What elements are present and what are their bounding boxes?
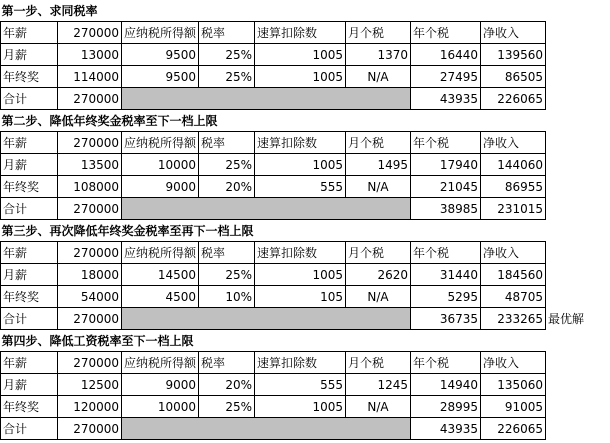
- base-amount-cell[interactable]: 13000: [58, 44, 122, 66]
- total-label[interactable]: 合计: [1, 418, 58, 440]
- taxable-income-cell[interactable]: 4500: [122, 286, 199, 308]
- column-header[interactable]: 净收入: [481, 242, 546, 264]
- net-income-cell[interactable]: 86505: [481, 66, 546, 88]
- column-header[interactable]: 年个税: [411, 132, 481, 154]
- row-label[interactable]: 年终奖: [1, 286, 58, 308]
- annual-tax-cell[interactable]: 14940: [411, 374, 481, 396]
- empty-cell[interactable]: [546, 374, 610, 396]
- empty-cell[interactable]: [546, 176, 610, 198]
- annual-tax-total-cell[interactable]: 38985: [411, 198, 481, 220]
- column-header[interactable]: 速算扣除数: [255, 352, 346, 374]
- monthly-tax-cell[interactable]: 2620: [346, 264, 411, 286]
- merged-gray-cell[interactable]: [122, 88, 411, 110]
- row-label[interactable]: 月薪: [1, 374, 58, 396]
- empty-cell[interactable]: [546, 154, 610, 176]
- annual-salary-label[interactable]: 年薪: [1, 22, 58, 44]
- total-row: [1, 308, 610, 330]
- note-cell[interactable]: 最优解: [548, 312, 585, 326]
- total-value-cell[interactable]: 270000: [58, 308, 122, 330]
- header-row: [1, 242, 610, 264]
- row-label[interactable]: 年终奖: [1, 176, 58, 198]
- total-row: [1, 418, 610, 440]
- column-header[interactable]: 税率: [199, 242, 255, 264]
- annual-tax-cell[interactable]: 28995: [411, 396, 481, 418]
- empty-cell[interactable]: [546, 66, 610, 88]
- annual-salary-label[interactable]: 年薪: [1, 352, 58, 374]
- table-row: [1, 264, 610, 286]
- row-label[interactable]: 月薪: [1, 154, 58, 176]
- base-amount-cell[interactable]: 114000: [58, 66, 122, 88]
- empty-cell[interactable]: [546, 264, 610, 286]
- empty-cell[interactable]: [546, 286, 610, 308]
- tax-rate-cell[interactable]: 25%: [199, 66, 255, 88]
- taxable-income-cell[interactable]: 9000: [122, 176, 199, 198]
- column-header[interactable]: 年个税: [411, 242, 481, 264]
- net-income-cell[interactable]: 135060: [481, 374, 546, 396]
- column-header[interactable]: 税率: [199, 22, 255, 44]
- row-label[interactable]: 月薪: [1, 44, 58, 66]
- taxable-income-cell[interactable]: 10000: [122, 396, 199, 418]
- tax-rate-cell[interactable]: 25%: [199, 154, 255, 176]
- total-row: [1, 88, 610, 110]
- tax-rate-cell[interactable]: 25%: [199, 264, 255, 286]
- net-income-cell[interactable]: 184560: [481, 264, 546, 286]
- base-amount-cell[interactable]: 120000: [58, 396, 122, 418]
- note-cell[interactable]: [546, 198, 610, 220]
- annual-tax-cell[interactable]: 5295: [411, 286, 481, 308]
- annual-salary-label[interactable]: 年薪: [1, 132, 58, 154]
- column-header[interactable]: 净收入: [481, 132, 546, 154]
- net-income-cell[interactable]: 139560: [481, 44, 546, 66]
- step-title-row: [1, 330, 610, 352]
- monthly-tax-cell[interactable]: N/A: [346, 66, 411, 88]
- table-row: [1, 396, 610, 418]
- tax-rate-cell[interactable]: 25%: [199, 44, 255, 66]
- column-header[interactable]: 速算扣除数: [255, 132, 346, 154]
- quick-deduction-cell[interactable]: 1005: [255, 264, 346, 286]
- tax-rate-cell[interactable]: 20%: [199, 176, 255, 198]
- column-header[interactable]: 速算扣除数: [255, 22, 346, 44]
- annual-salary-label[interactable]: 年薪: [1, 242, 58, 264]
- taxable-income-cell[interactable]: 9500: [122, 44, 199, 66]
- step-title[interactable]: 第四步、降低工资税率至下一档上限: [1, 334, 194, 348]
- total-label[interactable]: 合计: [1, 308, 58, 330]
- merged-gray-cell[interactable]: [122, 308, 411, 330]
- total-row: [1, 198, 610, 220]
- base-amount-cell[interactable]: 108000: [58, 176, 122, 198]
- column-header[interactable]: 月个税: [346, 352, 411, 374]
- table-row: [1, 176, 610, 198]
- net-income-total-cell[interactable]: 226065: [481, 88, 546, 110]
- net-income-cell[interactable]: 144060: [481, 154, 546, 176]
- monthly-tax-cell[interactable]: 1495: [346, 154, 411, 176]
- header-row: [1, 132, 610, 154]
- net-income-total-cell[interactable]: 226065: [481, 418, 546, 440]
- net-income-cell[interactable]: 86955: [481, 176, 546, 198]
- quick-deduction-cell[interactable]: 1005: [255, 154, 346, 176]
- tax-rate-cell[interactable]: 20%: [199, 374, 255, 396]
- quick-deduction-cell[interactable]: 1005: [255, 66, 346, 88]
- header-row: [1, 352, 610, 374]
- quick-deduction-cell[interactable]: 105: [255, 286, 346, 308]
- annual-tax-total-cell[interactable]: 43935: [411, 88, 481, 110]
- column-header[interactable]: 净收入: [481, 22, 546, 44]
- step-title-row: [1, 0, 610, 22]
- base-amount-cell[interactable]: 54000: [58, 286, 122, 308]
- merged-gray-cell[interactable]: [122, 198, 411, 220]
- step-title-row: [1, 220, 610, 242]
- net-income-total-cell[interactable]: 231015: [481, 198, 546, 220]
- row-label[interactable]: 年终奖: [1, 396, 58, 418]
- table-row: [1, 374, 610, 396]
- annual-tax-cell[interactable]: 31440: [411, 264, 481, 286]
- tax-rate-cell[interactable]: 25%: [199, 396, 255, 418]
- taxable-income-cell[interactable]: 9000: [122, 374, 199, 396]
- row-label[interactable]: 年终奖: [1, 66, 58, 88]
- quick-deduction-cell[interactable]: 555: [255, 176, 346, 198]
- row-label[interactable]: 月薪: [1, 264, 58, 286]
- total-value-cell[interactable]: 270000: [58, 418, 122, 440]
- table-row: [1, 154, 610, 176]
- column-header[interactable]: 应纳税所得额: [122, 352, 199, 374]
- taxable-income-cell[interactable]: 10000: [122, 154, 199, 176]
- monthly-tax-cell[interactable]: 1370: [346, 44, 411, 66]
- annual-salary-value[interactable]: 270000: [58, 22, 122, 44]
- quick-deduction-cell[interactable]: 1005: [255, 44, 346, 66]
- annual-tax-cell[interactable]: 27495: [411, 66, 481, 88]
- monthly-tax-cell[interactable]: N/A: [346, 286, 411, 308]
- header-row: [1, 22, 610, 44]
- column-header[interactable]: 净收入: [481, 352, 546, 374]
- note-cell[interactable]: [546, 418, 610, 440]
- table-row: [1, 286, 610, 308]
- monthly-tax-cell[interactable]: N/A: [346, 396, 411, 418]
- column-header[interactable]: 应纳税所得额: [122, 132, 199, 154]
- column-header[interactable]: 年个税: [411, 22, 481, 44]
- taxable-income-cell[interactable]: 14500: [122, 264, 199, 286]
- total-value-cell[interactable]: 270000: [58, 88, 122, 110]
- annual-tax-cell[interactable]: 17940: [411, 154, 481, 176]
- note-cell[interactable]: [546, 88, 610, 110]
- net-income-cell[interactable]: 48705: [481, 286, 546, 308]
- annual-tax-total-cell[interactable]: 36735: [411, 308, 481, 330]
- table-row: [1, 66, 610, 88]
- net-income-cell[interactable]: 91005: [481, 396, 546, 418]
- step-title[interactable]: 第三步、再次降低年终奖金税率至再下一档上限: [1, 224, 254, 238]
- net-income-total-cell[interactable]: 233265: [481, 308, 546, 330]
- total-label[interactable]: 合计: [1, 88, 58, 110]
- column-header[interactable]: 月个税: [346, 242, 411, 264]
- annual-tax-cell[interactable]: 16440: [411, 44, 481, 66]
- column-header[interactable]: 应纳税所得额: [122, 22, 199, 44]
- column-header[interactable]: 月个税: [346, 132, 411, 154]
- total-value-cell[interactable]: 270000: [58, 198, 122, 220]
- total-label[interactable]: 合计: [1, 198, 58, 220]
- quick-deduction-cell[interactable]: 1005: [255, 396, 346, 418]
- taxable-income-cell[interactable]: 9500: [122, 66, 199, 88]
- column-header[interactable]: 月个税: [346, 22, 411, 44]
- step-title[interactable]: 第一步、求同税率: [1, 4, 98, 18]
- quick-deduction-cell[interactable]: 555: [255, 374, 346, 396]
- step-title[interactable]: 第二步、降低年终奖金税率至下一档上限: [1, 114, 218, 128]
- monthly-tax-cell[interactable]: N/A: [346, 176, 411, 198]
- empty-cell[interactable]: [546, 396, 610, 418]
- annual-tax-cell[interactable]: 21045: [411, 176, 481, 198]
- empty-cell[interactable]: [546, 44, 610, 66]
- column-header[interactable]: 应纳税所得额: [122, 242, 199, 264]
- base-amount-cell[interactable]: 13500: [58, 154, 122, 176]
- column-header[interactable]: 税率: [199, 132, 255, 154]
- annual-salary-value[interactable]: 270000: [58, 132, 122, 154]
- merged-gray-cell[interactable]: [122, 418, 411, 440]
- annual-salary-value[interactable]: 270000: [58, 352, 122, 374]
- column-header[interactable]: 年个税: [411, 352, 481, 374]
- tax-rate-cell[interactable]: 10%: [199, 286, 255, 308]
- annual-tax-total-cell[interactable]: 43935: [411, 418, 481, 440]
- column-header[interactable]: 税率: [199, 352, 255, 374]
- monthly-tax-cell[interactable]: 1245: [346, 374, 411, 396]
- table-row: [1, 44, 610, 66]
- base-amount-cell[interactable]: 18000: [58, 264, 122, 286]
- base-amount-cell[interactable]: 12500: [58, 374, 122, 396]
- column-header[interactable]: 速算扣除数: [255, 242, 346, 264]
- annual-salary-value[interactable]: 270000: [58, 242, 122, 264]
- step-title-row: [1, 110, 610, 132]
